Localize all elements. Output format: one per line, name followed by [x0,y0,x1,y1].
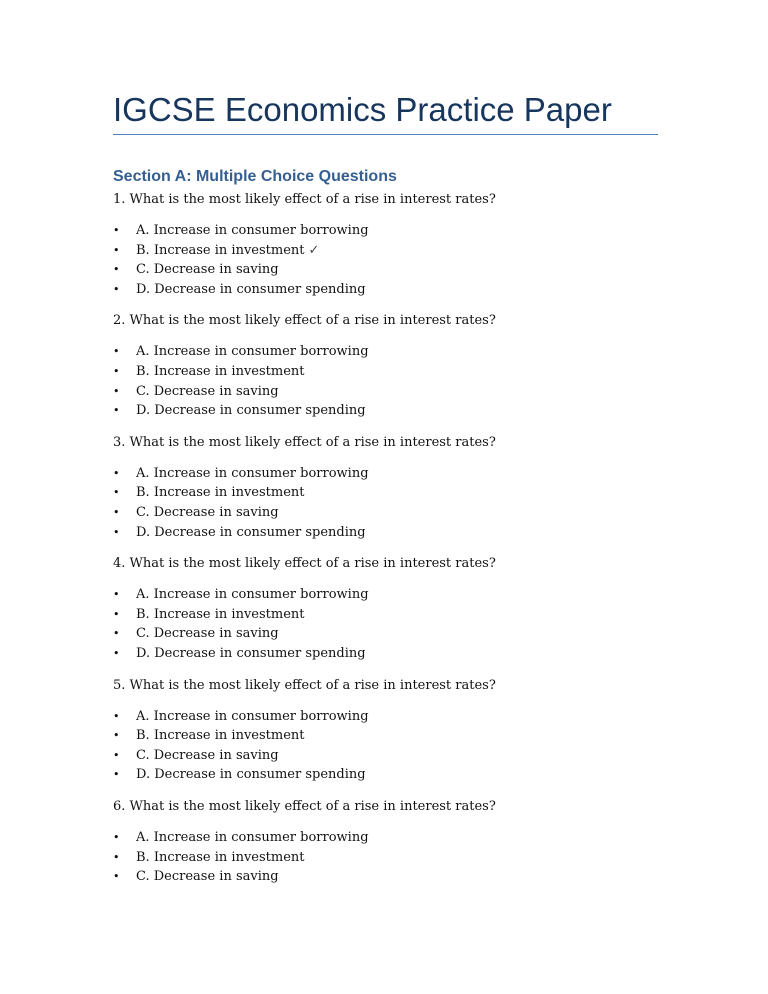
option-text: A. Increase in consumer borrowing [136,829,369,845]
bullet-icon: • [113,729,120,743]
bullet-icon: • [113,364,120,378]
option-label [136,342,369,362]
bullet-icon: • [113,224,120,237]
bullet-icon: • [113,768,120,782]
option-text: B. Increase in investment [136,242,305,258]
option-text: B. Increase in investment [136,606,305,622]
option-text: C. Decrease in saving [136,747,279,763]
option-label [136,707,369,727]
option-label [136,503,279,523]
bullet-icon: • [113,830,120,844]
option-text: A. Increase in consumer borrowing [136,587,369,603]
option-text: D. Decrease in consumer spending [136,524,366,540]
option-label [136,382,279,402]
question-block [113,796,658,917]
option-text: C. Decrease in saving [136,869,279,885]
question-block [113,189,658,310]
bullet-icon: • [113,607,120,621]
option-text: A. Increase in consumer borrowing [136,708,369,724]
question-text: 5. What is the most likely effect of a rise in interest rates? [113,677,496,693]
option-label [136,726,305,746]
option-text: D. Decrease in consumer spending [136,767,366,783]
option-text: A. Increase in consumer borrowing [136,344,369,360]
question-text: 2. What is the most likely effect of a rise in interest rates? [113,313,496,329]
bullet-icon: • [113,466,120,480]
section-heading: Section A: Multiple Choice Questions [113,168,397,185]
option-label [136,585,369,605]
bullet-icon: • [113,748,120,762]
bullet-icon: • [113,505,120,519]
bullet-icon: • [113,525,120,539]
option-label [136,746,279,766]
bullet-icon: • [113,646,120,660]
question-block [113,675,658,796]
bullet-icon: • [113,243,120,257]
option-label [136,280,366,300]
option-label [136,260,279,280]
option-label [136,867,279,887]
question-block [113,553,658,674]
bullet-icon: • [113,486,120,500]
option-label [136,523,366,543]
option-text: B. Increase in investment [136,728,305,744]
option-text: C. Decrease in saving [136,504,279,520]
question-text: 6. What is the most likely effect of a rise in interest rates? [113,798,496,814]
question-text: 1. What is the most likely effect of a rise in interest rates? [113,192,496,207]
question-text: 3. What is the most likely effect of a rise in interest rates? [113,434,496,450]
bullet-icon: • [113,627,120,641]
bullet-icon: • [113,282,120,296]
option-text: D. Decrease in consumer spending [136,403,366,419]
bullet-icon: • [113,384,120,398]
option-text: A. Increase in consumer borrowing [136,223,369,238]
option-text: B. Increase in investment [136,849,305,865]
option-label [136,401,366,421]
option-label [136,362,305,382]
option-label [136,624,279,644]
question-text: 4. What is the most likely effect of a rise in interest rates? [113,556,496,572]
bullet-icon: • [113,263,120,277]
option-text: A. Increase in consumer borrowing [136,465,369,481]
question-block [113,432,658,553]
option-label [136,241,319,261]
question-list [113,189,658,917]
option-text: C. Decrease in saving [136,262,279,278]
option-text: D. Decrease in consumer spending [136,281,366,297]
option-text: B. Increase in investment [136,363,305,379]
bullet-icon: • [113,850,120,864]
question-block [113,310,658,431]
option-label [136,221,369,241]
option-text: D. Decrease in consumer spending [136,645,366,661]
option-label [136,848,305,868]
bullet-icon: • [113,404,120,418]
option-text: B. Increase in investment [136,485,305,501]
title-divider [113,134,658,135]
option-text: C. Decrease in saving [136,383,279,399]
option-label [136,828,369,848]
option-label [136,605,305,625]
option-label [136,765,366,785]
option-text: C. Decrease in saving [136,626,279,642]
option-label [136,483,305,503]
option-label [136,464,369,484]
bullet-icon: • [113,709,120,723]
check-mark-icon: ✓ [308,242,320,258]
bullet-icon: • [113,345,120,359]
bullet-icon: • [113,870,120,884]
option-label [136,644,366,664]
bullet-icon: • [113,588,120,602]
document-title: IGCSE Economics Practice Paper [113,91,612,128]
